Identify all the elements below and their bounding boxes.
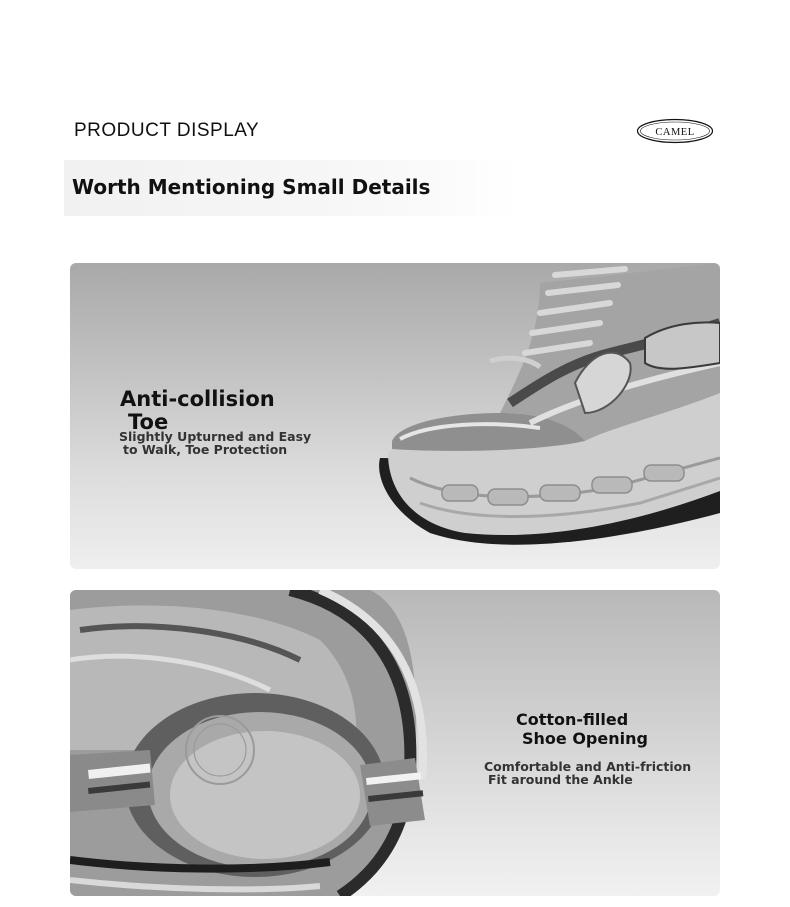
section-subtitle: Worth Mentioning Small Details <box>72 175 431 199</box>
brand-logo <box>636 118 714 144</box>
feature-title-line2: Toe <box>128 410 169 434</box>
feature-description-line2: to Walk, Toe Protection <box>123 442 288 457</box>
feature-panel-toe <box>70 263 720 569</box>
feature-panel-opening <box>70 590 720 896</box>
feature-title: Anti-collision <box>120 387 275 411</box>
feature-description: Slightly Upturned and Easy <box>119 429 312 444</box>
feature-title-line2: Shoe Opening <box>522 729 648 748</box>
brand-logo-text: CAMEL <box>655 127 695 138</box>
feature-description-line2: Fit around the Ankle <box>488 772 633 787</box>
page-title: PRODUCT DISPLAY <box>74 120 260 141</box>
feature-description: Comfortable and Anti-friction <box>484 759 692 774</box>
feature-title: Cotton-filled <box>516 710 629 729</box>
